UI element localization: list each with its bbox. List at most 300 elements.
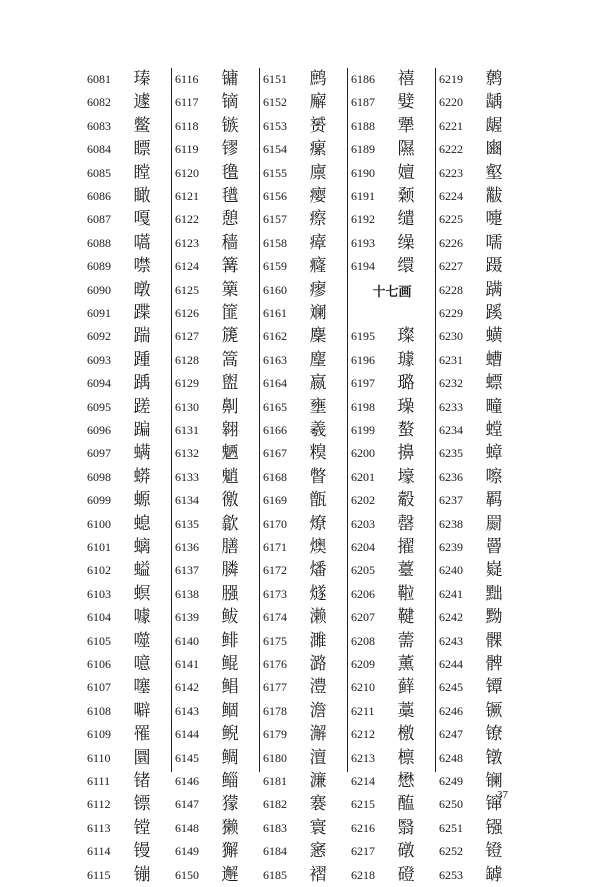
entry-character: 镡: [485, 677, 503, 698]
entry-character: 膦: [221, 560, 239, 581]
entry-character: 蹒: [485, 279, 503, 300]
entry-number: 6194: [351, 259, 375, 274]
entry-number: 6196: [351, 352, 375, 367]
entry-number: 6094: [87, 376, 111, 391]
entry-number: 6150: [175, 867, 199, 882]
entry-number: 6179: [263, 727, 287, 742]
entry-character: 蟒: [133, 466, 151, 487]
entry-character: 镦: [485, 747, 503, 768]
table-row: [172, 536, 260, 559]
entry-number: 6246: [439, 703, 463, 718]
entry-character: 褰: [309, 794, 327, 815]
entry-character: 螅: [133, 513, 151, 534]
table-row: [84, 630, 172, 653]
entry-character: 蟥: [485, 326, 503, 347]
table-row: [436, 559, 524, 582]
entry-character: 螬: [485, 349, 503, 370]
entry-character: 氆: [221, 186, 239, 206]
entry-number: 6108: [87, 703, 111, 718]
entry-character: 澧: [309, 677, 327, 698]
entry-character: 獭: [221, 817, 239, 838]
table-row: [84, 232, 172, 255]
entry-character: 燔: [309, 560, 327, 581]
table-row: [84, 864, 172, 887]
table-row: [260, 559, 348, 582]
entry-number: 6114: [87, 844, 111, 859]
entry-character: 翱: [221, 420, 239, 440]
table-row: [348, 466, 436, 489]
entry-character: 嶷: [485, 560, 503, 581]
table-row: [172, 396, 260, 419]
entry-number: 6113: [87, 820, 111, 835]
entry-number: 6176: [263, 657, 287, 671]
entry-character: 缱: [397, 209, 415, 230]
entry-number: 6082: [87, 95, 111, 110]
entry-character: 豳: [485, 139, 503, 160]
table-row: [348, 185, 436, 208]
entry-character: 潞: [309, 654, 327, 674]
entry-character: 圜: [133, 747, 151, 768]
entry-character: 徼: [221, 490, 239, 511]
table-row: [260, 513, 348, 536]
table-row: [260, 396, 348, 419]
table-row: [172, 255, 260, 278]
table-row: [172, 653, 260, 676]
entry-number: 6220: [439, 95, 463, 110]
entry-character: 壕: [397, 466, 415, 487]
entry-number: 6096: [87, 423, 111, 437]
entry-number: 6190: [351, 165, 375, 180]
entry-number: 6090: [87, 282, 111, 297]
entry-number: 6103: [87, 586, 111, 601]
entry-number: 6233: [439, 399, 463, 414]
table-row: [260, 676, 348, 699]
entry-number: 6098: [87, 469, 111, 484]
table-row: [84, 349, 172, 372]
entry-number: 6115: [87, 867, 111, 882]
entry-character: 氇: [221, 162, 239, 183]
entry-number: 6116: [175, 72, 199, 86]
table-row: [260, 349, 348, 372]
entry-character: 篥: [221, 279, 239, 300]
table-row: [436, 770, 524, 793]
table-row: [172, 489, 260, 512]
table-row: [84, 279, 172, 302]
entry-character: 廨: [309, 92, 327, 113]
entry-number: 6139: [175, 610, 199, 625]
entry-character: 篪: [221, 326, 239, 347]
entry-character: 鳖: [133, 115, 151, 136]
table-row: [260, 115, 348, 138]
entry-number: 6128: [175, 352, 199, 367]
entry-character: 濉: [309, 630, 327, 651]
entry-character: 罾: [485, 537, 503, 557]
table-row: [84, 115, 172, 138]
entry-character: 罽: [485, 513, 503, 534]
table-row: [436, 630, 524, 653]
table-row: [260, 232, 348, 255]
table-row: [172, 302, 260, 325]
table-row: [348, 723, 436, 746]
entry-number: 6241: [439, 586, 463, 601]
table-row: [348, 489, 436, 512]
entry-number: 6183: [263, 820, 287, 835]
entry-character: 镩: [485, 794, 503, 815]
table-row: [436, 466, 524, 489]
entry-character: 蹊: [485, 303, 503, 323]
entry-number: 6119: [175, 142, 199, 157]
table-row: [172, 700, 260, 723]
entry-number: 6111: [87, 774, 111, 788]
table-row: [436, 396, 524, 419]
entry-number: 6204: [351, 540, 375, 554]
table-row: [260, 723, 348, 746]
table-row: [172, 864, 260, 887]
table-row: [84, 396, 172, 419]
table-row: [436, 232, 524, 255]
entry-character: 鹩: [485, 69, 503, 89]
table-row: [436, 513, 524, 536]
table-row: [436, 419, 524, 442]
entry-number: 6252: [439, 844, 463, 859]
entry-number: 6215: [351, 797, 375, 812]
entry-number: 6145: [175, 750, 199, 765]
entry-number: 6193: [351, 235, 375, 250]
entry-character: 螨: [133, 443, 151, 464]
entry-number: 6151: [263, 72, 287, 86]
entry-number: 6175: [263, 633, 287, 648]
table-row: [260, 489, 348, 512]
entry-character: 龌: [485, 115, 503, 136]
entry-character: 鲱: [221, 630, 239, 651]
entry-character: 歙: [221, 513, 239, 534]
entry-character: 藁: [397, 700, 415, 721]
entry-number: 6149: [175, 844, 199, 859]
entry-number: 6240: [439, 563, 463, 578]
entry-number: 6156: [263, 189, 287, 203]
entry-character: 璩: [397, 349, 415, 370]
entry-character: 鲴: [221, 700, 239, 721]
table-row: [84, 419, 172, 442]
entry-character: 瞰: [133, 186, 151, 206]
table-row: [348, 372, 436, 395]
entry-character: 劓: [221, 396, 239, 417]
entry-number: 6140: [175, 633, 199, 648]
entry-character: 黝: [485, 607, 503, 628]
table-row: [84, 372, 172, 395]
table-row: [172, 232, 260, 255]
entry-number: 6229: [439, 306, 463, 320]
entry-character: 璨: [397, 326, 415, 347]
table-row: [260, 536, 348, 559]
entry-number: 6185: [263, 867, 287, 882]
table-row: [260, 700, 348, 723]
entry-character: 盥: [221, 373, 239, 394]
entry-number: 6207: [351, 610, 375, 625]
entry-number: 6210: [351, 680, 375, 695]
entry-number: 6250: [439, 797, 463, 812]
table-row: [348, 583, 436, 606]
table-row: [436, 583, 524, 606]
entry-number: 6087: [87, 212, 111, 227]
table-row: [436, 68, 524, 91]
entry-character: 壑: [485, 162, 503, 183]
entry-number: 6147: [175, 797, 199, 812]
entry-character: 罄: [397, 513, 415, 534]
entry-number: 6212: [351, 727, 375, 742]
entry-number: 6238: [439, 516, 463, 531]
entry-character: 鹧: [309, 69, 327, 89]
table-row: [436, 349, 524, 372]
entry-number: 6086: [87, 189, 111, 203]
entry-character: 镣: [485, 724, 503, 745]
table-row: [348, 559, 436, 582]
table-row: [348, 840, 436, 863]
entry-character: 麈: [309, 349, 327, 370]
entry-character: 瘳: [309, 279, 327, 300]
table-row: [260, 208, 348, 231]
entry-number: 6123: [175, 235, 199, 250]
entry-number: 6105: [87, 633, 111, 648]
table-row: [84, 747, 172, 770]
character-table: [84, 68, 524, 885]
table-row: [436, 162, 524, 185]
entry-number: 6153: [263, 118, 287, 133]
entry-number: 6218: [351, 867, 375, 882]
entry-number: 6180: [263, 750, 287, 765]
entry-number: 6228: [439, 282, 463, 297]
table-row: [436, 208, 524, 231]
table-row: [84, 442, 172, 465]
entry-number: 6192: [351, 212, 375, 227]
table-row: [260, 583, 348, 606]
entry-number: 6217: [351, 844, 375, 859]
table-row: [84, 513, 172, 536]
entry-character: 澹: [309, 700, 327, 721]
entry-character: 踽: [133, 373, 151, 394]
entry-character: 羲: [309, 420, 327, 440]
table-row: [172, 279, 260, 302]
entry-number: 6091: [87, 306, 111, 320]
entry-character: 噼: [133, 700, 151, 721]
table-row: [172, 115, 260, 138]
table-row: [348, 255, 436, 278]
entry-character: 甑: [309, 490, 327, 511]
entry-number: 6154: [263, 142, 287, 157]
entry-number: 6120: [175, 165, 199, 180]
entry-character: 獬: [221, 841, 239, 862]
entry-number: 6245: [439, 680, 463, 695]
entry-number: 6165: [263, 399, 287, 414]
entry-character: 鲵: [221, 724, 239, 745]
entry-number: 6144: [175, 727, 199, 742]
entry-character: 鞡: [397, 583, 415, 604]
table-row: [172, 68, 260, 91]
entry-character: 镪: [485, 817, 503, 838]
entry-character: 礅: [397, 841, 415, 862]
table-column: [348, 68, 436, 885]
page-number: 37: [497, 789, 508, 801]
table-row: [348, 442, 436, 465]
entry-number: 6122: [175, 212, 199, 227]
entry-character: 瘵: [309, 209, 327, 230]
table-row: [436, 747, 524, 770]
entry-number: 6231: [439, 352, 463, 367]
entry-number: 6239: [439, 540, 463, 554]
table-row: [436, 91, 524, 114]
entry-number: 6134: [175, 493, 199, 508]
table-row: [436, 793, 524, 816]
entry-number: 6095: [87, 399, 111, 414]
table-row: [436, 676, 524, 699]
table-row: [84, 302, 172, 325]
entry-character: 螵: [485, 373, 503, 394]
entry-character: 瞟: [133, 139, 151, 160]
entry-character: 镗: [133, 817, 151, 838]
entry-number: 6251: [439, 820, 463, 835]
entry-character: 镠: [221, 139, 239, 160]
entry-number: 6200: [351, 446, 375, 461]
table-row: [172, 185, 260, 208]
table-row: [260, 770, 348, 793]
table-row: [84, 840, 172, 863]
entry-number: 6126: [175, 306, 199, 320]
entry-number: 6214: [351, 774, 375, 788]
entry-character: 瘴: [309, 232, 327, 253]
table-row: [436, 255, 524, 278]
table-row: [436, 817, 524, 840]
entry-character: 镛: [221, 69, 239, 89]
entry-character: 髁: [485, 630, 503, 651]
table-row: [260, 747, 348, 770]
table-row: [84, 91, 172, 114]
entry-number: 6177: [263, 680, 287, 695]
table-row: [84, 723, 172, 746]
table-column: [84, 68, 172, 885]
entry-number: 6102: [87, 563, 111, 578]
entry-character: 蹀: [133, 303, 151, 323]
entry-character: 罹: [133, 724, 151, 745]
entry-number: 6209: [351, 657, 375, 671]
entry-character: 螟: [133, 583, 151, 604]
entry-character: 燠: [309, 537, 327, 557]
entry-number: 6152: [263, 95, 287, 110]
entry-number: 6225: [439, 212, 463, 227]
table-row: [260, 606, 348, 629]
entry-number: 6117: [175, 95, 199, 110]
entry-number: 6101: [87, 540, 111, 554]
table-row: [436, 442, 524, 465]
entry-character: 璐: [397, 373, 415, 394]
entry-number: 6208: [351, 633, 375, 648]
entry-number: 6100: [87, 516, 111, 531]
entry-number: 6181: [263, 774, 287, 788]
entry-character: 犟: [397, 115, 415, 136]
entry-number: 6182: [263, 797, 287, 812]
table-row: [348, 653, 436, 676]
table-row: [172, 793, 260, 816]
entry-character: 濑: [309, 607, 327, 628]
entry-number: 6118: [175, 118, 199, 133]
entry-character: 癃: [309, 256, 327, 277]
entry-character: 缲: [397, 232, 415, 253]
entry-number: 6187: [351, 95, 375, 110]
table-column: [172, 68, 260, 885]
entry-number: 6171: [263, 540, 287, 554]
table-row: [260, 840, 348, 863]
entry-number: 6235: [439, 446, 463, 461]
table-row: [84, 583, 172, 606]
table-row: [84, 793, 172, 816]
entry-number: 6186: [351, 72, 375, 86]
entry-number: 6121: [175, 189, 199, 203]
table-row: [84, 325, 172, 348]
table-row: [172, 817, 260, 840]
entry-character: 糗: [309, 443, 327, 464]
entry-number: 6155: [263, 165, 287, 180]
entry-character: 螠: [133, 560, 151, 581]
table-row: [260, 138, 348, 161]
entry-character: 蹉: [133, 396, 151, 417]
table-row: [260, 325, 348, 348]
table-row: [260, 419, 348, 442]
entry-number: 6124: [175, 259, 199, 274]
entry-character: 斓: [309, 303, 327, 323]
table-row: [172, 208, 260, 231]
table-row: [436, 536, 524, 559]
table-row: [436, 864, 524, 887]
entry-number: 6167: [263, 446, 287, 461]
table-row: [260, 442, 348, 465]
table-row: [436, 138, 524, 161]
entry-character: 鲷: [221, 747, 239, 768]
entry-number: 6162: [263, 329, 287, 344]
entry-number: 6216: [351, 820, 375, 835]
entry-character: 觳: [397, 490, 415, 511]
table-row: [172, 442, 260, 465]
table-row: [260, 817, 348, 840]
entry-number: 6201: [351, 469, 375, 484]
entry-character: 檄: [397, 724, 415, 745]
entry-character: 篚: [221, 303, 239, 323]
entry-character: 鲻: [221, 771, 239, 791]
entry-character: 禧: [397, 69, 415, 89]
table-row: [172, 466, 260, 489]
entry-character: 羁: [485, 490, 503, 511]
table-row: [172, 349, 260, 372]
table-row: [348, 396, 436, 419]
entry-number: 6247: [439, 727, 463, 742]
entry-character: 篙: [221, 349, 239, 370]
entry-number: 6203: [351, 516, 375, 531]
table-row: [348, 606, 436, 629]
entry-character: 嚏: [485, 209, 503, 230]
entry-character: 藓: [397, 677, 415, 698]
entry-number: 6081: [87, 72, 111, 86]
table-row: [260, 466, 348, 489]
entry-number: 6099: [87, 493, 111, 508]
table-row: [260, 255, 348, 278]
entry-number: 6243: [439, 633, 463, 648]
table-row: [260, 185, 348, 208]
table-row: [348, 536, 436, 559]
entry-number: 6222: [439, 142, 463, 157]
entry-number: 6226: [439, 235, 463, 250]
table-column: [436, 68, 524, 885]
entry-character: 蟑: [485, 443, 503, 464]
table-row: [260, 91, 348, 114]
entry-number: 6083: [87, 118, 111, 133]
